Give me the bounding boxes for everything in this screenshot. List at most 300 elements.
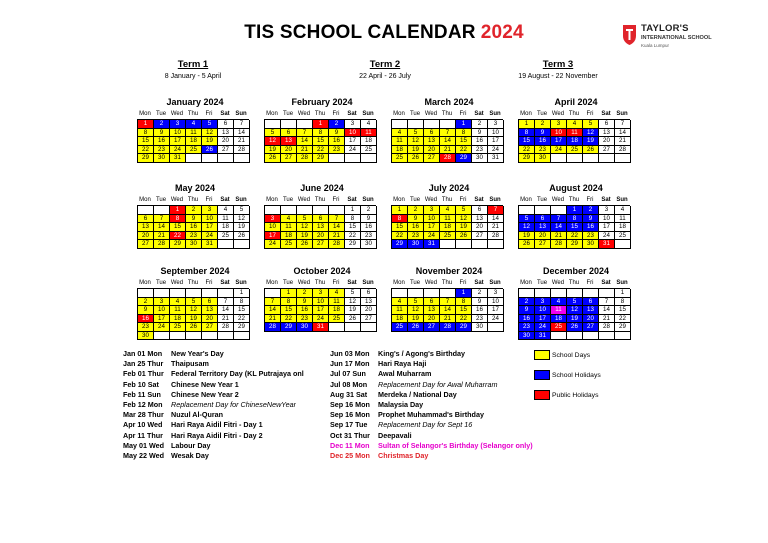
day-cell: 27 bbox=[138, 240, 154, 249]
day-cell: 15 bbox=[234, 306, 250, 315]
day-cell: 9 bbox=[297, 298, 313, 307]
month-calendar bbox=[518, 183, 634, 249]
day-grid bbox=[264, 119, 376, 163]
weekday-header: Wed bbox=[551, 197, 565, 203]
day-cell: 10 bbox=[202, 215, 218, 224]
weekday-header: Thu bbox=[441, 197, 453, 203]
day-cell: 1 bbox=[281, 289, 297, 298]
day-cell: 5 bbox=[567, 298, 583, 307]
day-cell: 20 bbox=[281, 146, 297, 155]
day-cell: 31 bbox=[535, 332, 551, 341]
month-title: June 2024 bbox=[300, 183, 344, 193]
day-cell: 8 bbox=[234, 298, 250, 307]
day-cell: 13 bbox=[361, 298, 377, 307]
day-cell: 26 bbox=[408, 154, 424, 163]
day-cell: 16 bbox=[408, 223, 424, 232]
weekday-header: Wed bbox=[424, 197, 438, 203]
day-cell: 5 bbox=[297, 215, 313, 224]
weekday-header: Thu bbox=[314, 197, 326, 203]
day-cell bbox=[599, 289, 615, 298]
day-cell: 2 bbox=[329, 120, 345, 129]
day-cell: 7 bbox=[615, 120, 631, 129]
month-calendar bbox=[391, 97, 507, 163]
day-cell: 20 bbox=[472, 223, 488, 232]
day-cell: 12 bbox=[519, 223, 535, 232]
day-cell: 12 bbox=[408, 306, 424, 315]
day-cell: 14 bbox=[440, 306, 456, 315]
day-cell: 2 bbox=[297, 289, 313, 298]
day-cell bbox=[345, 154, 361, 163]
weekday-header: Mon bbox=[139, 111, 151, 117]
holiday-entry bbox=[330, 390, 533, 400]
day-cell: 26 bbox=[519, 240, 535, 249]
day-cell: 23 bbox=[519, 323, 535, 332]
day-cell: 13 bbox=[583, 306, 599, 315]
day-cell bbox=[202, 332, 218, 341]
day-cell: 8 bbox=[519, 129, 535, 138]
day-cell: 4 bbox=[392, 298, 408, 307]
holiday-date: Sep 16 Mon bbox=[330, 399, 370, 409]
day-cell: 2 bbox=[583, 206, 599, 215]
day-cell: 23 bbox=[186, 232, 202, 241]
holiday-date: Jan 01 Mon bbox=[123, 349, 163, 358]
day-cell: 16 bbox=[154, 137, 170, 146]
day-cell: 15 bbox=[615, 306, 631, 315]
day-cell: 23 bbox=[329, 146, 345, 155]
day-cell: 6 bbox=[138, 215, 154, 224]
day-cell: 23 bbox=[583, 232, 599, 241]
day-cell: 7 bbox=[329, 215, 345, 224]
month-title: December 2024 bbox=[542, 266, 610, 276]
weekday-header: Wed bbox=[297, 111, 311, 117]
day-cell: 5 bbox=[408, 129, 424, 138]
day-cell: 3 bbox=[599, 206, 615, 215]
term-dates: 19 August - 22 November bbox=[518, 73, 598, 80]
day-cell: 15 bbox=[519, 137, 535, 146]
day-cell: 18 bbox=[329, 306, 345, 315]
weekday-header: Fri bbox=[586, 197, 594, 203]
day-cell: 20 bbox=[583, 315, 599, 324]
day-cell bbox=[186, 289, 202, 298]
day-cell: 8 bbox=[456, 298, 472, 307]
weekday-header: Fri bbox=[332, 111, 340, 117]
day-cell: 26 bbox=[567, 323, 583, 332]
term-3 bbox=[478, 59, 638, 80]
day-cell: 2 bbox=[408, 206, 424, 215]
day-cell: 17 bbox=[551, 137, 567, 146]
weekday-header: Wed bbox=[424, 280, 438, 286]
day-cell: 5 bbox=[519, 215, 535, 224]
day-cell: 31 bbox=[170, 154, 186, 163]
holiday-date: Jun 17 Mon bbox=[330, 359, 370, 369]
holiday-list-right bbox=[330, 349, 533, 461]
day-cell: 19 bbox=[186, 315, 202, 324]
day-cell: 4 bbox=[440, 206, 456, 215]
day-cell: 10 bbox=[154, 306, 170, 315]
day-cell: 30 bbox=[361, 240, 377, 249]
weekday-header-row bbox=[391, 109, 507, 119]
day-cell: 31 bbox=[202, 240, 218, 249]
school-logo bbox=[622, 22, 722, 56]
day-cell bbox=[519, 289, 535, 298]
weekday-header-row bbox=[518, 278, 634, 288]
weekday-header: Sat bbox=[601, 280, 611, 286]
day-cell: 28 bbox=[329, 240, 345, 249]
weekday-header: Sat bbox=[220, 197, 230, 203]
holiday-entry bbox=[123, 410, 304, 420]
day-cell: 11 bbox=[567, 129, 583, 138]
day-cell: 16 bbox=[186, 223, 202, 232]
day-cell: 21 bbox=[615, 137, 631, 146]
day-grid bbox=[391, 119, 503, 163]
title-year: 2024 bbox=[480, 22, 524, 43]
weekday-header: Sun bbox=[362, 111, 374, 117]
day-cell bbox=[345, 323, 361, 332]
day-cell: 1 bbox=[313, 120, 329, 129]
day-cell: 30 bbox=[519, 332, 535, 341]
day-cell: 10 bbox=[265, 223, 281, 232]
day-cell bbox=[535, 289, 551, 298]
holiday-entry bbox=[330, 441, 533, 451]
day-cell: 3 bbox=[202, 206, 218, 215]
weekday-header: Sun bbox=[362, 197, 374, 203]
day-cell: 29 bbox=[456, 154, 472, 163]
day-cell: 12 bbox=[202, 129, 218, 138]
day-cell: 9 bbox=[408, 215, 424, 224]
day-cell: 17 bbox=[535, 315, 551, 324]
day-cell: 26 bbox=[345, 315, 361, 324]
weekday-header: Wed bbox=[297, 197, 311, 203]
day-cell: 24 bbox=[535, 323, 551, 332]
day-grid bbox=[137, 205, 249, 249]
day-cell: 25 bbox=[218, 232, 234, 241]
holiday-name: Prophet Muhammad's Birthday bbox=[378, 410, 484, 420]
day-cell: 18 bbox=[440, 223, 456, 232]
day-cell: 2 bbox=[519, 298, 535, 307]
day-cell: 1 bbox=[615, 289, 631, 298]
day-cell bbox=[313, 206, 329, 215]
day-cell: 14 bbox=[599, 306, 615, 315]
day-cell: 28 bbox=[615, 146, 631, 155]
weekday-header: Tue bbox=[536, 197, 548, 203]
month-title: August 2024 bbox=[549, 183, 603, 193]
day-cell: 9 bbox=[138, 306, 154, 315]
day-cell: 15 bbox=[170, 223, 186, 232]
day-cell bbox=[218, 332, 234, 341]
weekday-header: Sat bbox=[220, 111, 230, 117]
logo-line-2: INTERNATIONAL SCHOOL bbox=[641, 35, 712, 41]
day-cell: 27 bbox=[424, 323, 440, 332]
day-cell: 13 bbox=[218, 129, 234, 138]
holiday-name: Replacement Day for Awal Muharram bbox=[378, 379, 498, 389]
day-cell: 24 bbox=[345, 146, 361, 155]
weekday-header: Wed bbox=[424, 111, 438, 117]
day-cell: 24 bbox=[488, 315, 504, 324]
day-cell: 24 bbox=[313, 315, 329, 324]
day-cell: 28 bbox=[234, 146, 250, 155]
day-cell: 3 bbox=[535, 298, 551, 307]
day-cell: 25 bbox=[186, 146, 202, 155]
day-grid bbox=[137, 288, 249, 340]
day-cell: 29 bbox=[567, 240, 583, 249]
day-cell: 29 bbox=[615, 323, 631, 332]
day-cell: 20 bbox=[361, 306, 377, 315]
weekday-header: Tue bbox=[282, 197, 294, 203]
day-cell: 20 bbox=[424, 315, 440, 324]
day-cell: 22 bbox=[456, 146, 472, 155]
day-cell: 8 bbox=[392, 215, 408, 224]
weekday-header: Sat bbox=[601, 197, 611, 203]
day-cell: 9 bbox=[472, 298, 488, 307]
weekday-header: Thu bbox=[568, 197, 580, 203]
day-cell bbox=[170, 289, 186, 298]
weekday-header: Tue bbox=[155, 111, 167, 117]
day-cell: 21 bbox=[488, 223, 504, 232]
day-cell: 18 bbox=[186, 137, 202, 146]
month-calendar bbox=[518, 266, 634, 340]
holiday-date: Feb 11 Sun bbox=[123, 389, 161, 399]
day-cell: 28 bbox=[599, 323, 615, 332]
term-name: Term 2 bbox=[369, 59, 401, 70]
day-cell: 9 bbox=[154, 129, 170, 138]
day-cell bbox=[440, 240, 456, 249]
day-cell: 17 bbox=[488, 306, 504, 315]
holiday-entry bbox=[123, 420, 304, 430]
day-cell bbox=[583, 154, 599, 163]
day-cell: 1 bbox=[170, 206, 186, 215]
day-cell bbox=[551, 206, 567, 215]
day-cell: 22 bbox=[615, 315, 631, 324]
day-cell bbox=[281, 206, 297, 215]
day-cell bbox=[551, 289, 567, 298]
month-title: March 2024 bbox=[424, 97, 474, 107]
day-cell: 16 bbox=[583, 223, 599, 232]
day-cell: 6 bbox=[424, 298, 440, 307]
day-cell: 4 bbox=[329, 289, 345, 298]
day-cell: 17 bbox=[202, 223, 218, 232]
day-cell: 5 bbox=[186, 298, 202, 307]
day-cell: 21 bbox=[329, 232, 345, 241]
day-cell: 12 bbox=[456, 215, 472, 224]
weekday-header: Sun bbox=[489, 111, 501, 117]
day-cell bbox=[186, 154, 202, 163]
day-cell: 19 bbox=[234, 223, 250, 232]
day-cell: 27 bbox=[218, 146, 234, 155]
day-cell: 11 bbox=[170, 306, 186, 315]
term-dates: 8 January - 5 April bbox=[164, 73, 222, 80]
day-cell: 11 bbox=[281, 223, 297, 232]
holiday-name: Labour Day bbox=[171, 440, 211, 450]
holiday-name: Wesak Day bbox=[171, 450, 209, 460]
holiday-date: Jun 03 Mon bbox=[330, 349, 370, 358]
day-cell bbox=[392, 120, 408, 129]
weekday-header: Sat bbox=[347, 111, 357, 117]
day-cell: 27 bbox=[583, 323, 599, 332]
day-cell: 23 bbox=[472, 315, 488, 324]
day-cell: 18 bbox=[281, 232, 297, 241]
weekday-header-row bbox=[264, 195, 380, 205]
day-cell: 11 bbox=[329, 298, 345, 307]
day-cell: 3 bbox=[488, 289, 504, 298]
day-cell: 1 bbox=[392, 206, 408, 215]
weekday-header: Fri bbox=[205, 111, 213, 117]
weekday-header: Tue bbox=[536, 111, 548, 117]
day-grid bbox=[518, 205, 630, 249]
day-cell: 23 bbox=[361, 232, 377, 241]
day-cell: 19 bbox=[567, 315, 583, 324]
day-cell bbox=[615, 154, 631, 163]
day-cell bbox=[297, 120, 313, 129]
day-cell: 24 bbox=[154, 323, 170, 332]
weekday-header-row bbox=[264, 278, 380, 288]
day-cell bbox=[265, 120, 281, 129]
weekday-header: Mon bbox=[266, 197, 278, 203]
day-cell bbox=[551, 154, 567, 163]
holiday-entry bbox=[123, 359, 304, 369]
weekday-header: Mon bbox=[393, 197, 405, 203]
day-cell: 3 bbox=[488, 120, 504, 129]
month-title: May 2024 bbox=[174, 183, 216, 193]
term-dates: 22 April - 26 July bbox=[359, 73, 411, 80]
month-calendar bbox=[391, 266, 507, 332]
month-calendar bbox=[391, 183, 507, 249]
day-cell: 31 bbox=[424, 240, 440, 249]
holiday-entry bbox=[123, 431, 304, 441]
weekday-header: Thu bbox=[187, 197, 199, 203]
day-cell: 20 bbox=[535, 232, 551, 241]
holiday-date: Feb 01 Thur bbox=[123, 369, 164, 379]
day-cell bbox=[551, 332, 567, 341]
month-calendar bbox=[518, 97, 634, 163]
weekday-header: Sun bbox=[235, 280, 247, 286]
weekday-header: Wed bbox=[170, 197, 184, 203]
day-cell: 28 bbox=[551, 240, 567, 249]
day-cell: 28 bbox=[297, 154, 313, 163]
month-title: April 2024 bbox=[554, 97, 598, 107]
day-cell: 20 bbox=[599, 137, 615, 146]
day-cell: 16 bbox=[519, 315, 535, 324]
month-calendar bbox=[137, 97, 253, 163]
weekday-header: Mon bbox=[266, 111, 278, 117]
holiday-date: Sep 16 Mon bbox=[330, 410, 370, 420]
day-cell: 7 bbox=[297, 129, 313, 138]
day-cell: 16 bbox=[297, 306, 313, 315]
holiday-date: Oct 31 Thur bbox=[330, 430, 370, 440]
day-cell: 29 bbox=[170, 240, 186, 249]
weekday-header: Sun bbox=[616, 197, 628, 203]
day-cell: 27 bbox=[424, 154, 440, 163]
weekday-header: Thu bbox=[568, 280, 580, 286]
day-cell: 20 bbox=[218, 137, 234, 146]
day-cell: 11 bbox=[392, 306, 408, 315]
day-cell: 10 bbox=[535, 306, 551, 315]
day-cell: 8 bbox=[345, 215, 361, 224]
weekday-header: Tue bbox=[536, 280, 548, 286]
day-cell: 31 bbox=[488, 154, 504, 163]
day-cell bbox=[424, 120, 440, 129]
day-cell: 4 bbox=[615, 206, 631, 215]
month-calendar bbox=[264, 183, 380, 249]
holiday-name: Malaysia Day bbox=[378, 399, 424, 409]
day-cell: 26 bbox=[202, 146, 218, 155]
day-cell: 7 bbox=[551, 215, 567, 224]
weekday-header-row bbox=[518, 109, 634, 119]
holiday-entry bbox=[330, 369, 533, 379]
holiday-name: Merdeka / National Day bbox=[378, 389, 457, 399]
day-cell: 30 bbox=[138, 332, 154, 341]
day-cell: 8 bbox=[456, 129, 472, 138]
day-cell bbox=[170, 332, 186, 341]
day-cell bbox=[440, 289, 456, 298]
day-cell: 23 bbox=[138, 323, 154, 332]
holiday-date: Feb 12 Mon bbox=[123, 399, 163, 409]
holiday-entry bbox=[330, 431, 533, 441]
holiday-date: Sep 17 Tue bbox=[330, 420, 368, 430]
day-cell: 5 bbox=[265, 129, 281, 138]
weekday-header: Thu bbox=[187, 280, 199, 286]
day-cell: 24 bbox=[488, 146, 504, 155]
weekday-header: Wed bbox=[170, 111, 184, 117]
day-cell: 1 bbox=[456, 120, 472, 129]
day-cell: 5 bbox=[202, 120, 218, 129]
day-cell: 7 bbox=[440, 298, 456, 307]
day-cell bbox=[408, 120, 424, 129]
weekday-header-row bbox=[391, 195, 507, 205]
day-cell: 2 bbox=[472, 120, 488, 129]
day-cell: 23 bbox=[154, 146, 170, 155]
month-calendar bbox=[264, 266, 380, 332]
holiday-name: New Year's Day bbox=[171, 349, 224, 358]
weekday-header: Tue bbox=[409, 111, 421, 117]
day-cell: 18 bbox=[551, 315, 567, 324]
holiday-date: May 22 Wed bbox=[123, 450, 165, 460]
day-cell: 22 bbox=[456, 315, 472, 324]
weekday-header: Wed bbox=[551, 111, 565, 117]
day-cell: 18 bbox=[392, 315, 408, 324]
day-cell: 19 bbox=[456, 223, 472, 232]
day-cell: 19 bbox=[297, 232, 313, 241]
day-grid bbox=[264, 288, 376, 332]
day-cell bbox=[154, 289, 170, 298]
day-cell: 5 bbox=[456, 206, 472, 215]
shield-icon bbox=[622, 24, 637, 46]
day-cell: 1 bbox=[234, 289, 250, 298]
weekday-header: Mon bbox=[139, 280, 151, 286]
holiday-name: Christmas Day bbox=[378, 450, 429, 460]
holiday-entry bbox=[123, 380, 304, 390]
day-cell: 6 bbox=[202, 298, 218, 307]
day-cell: 22 bbox=[234, 315, 250, 324]
day-cell: 26 bbox=[297, 240, 313, 249]
holiday-name: Hari Raya Haji bbox=[378, 359, 427, 369]
day-cell: 2 bbox=[186, 206, 202, 215]
weekday-header-row bbox=[137, 195, 253, 205]
day-cell: 15 bbox=[138, 137, 154, 146]
day-cell: 28 bbox=[218, 323, 234, 332]
day-cell: 21 bbox=[218, 315, 234, 324]
weekday-header: Tue bbox=[282, 111, 294, 117]
day-cell: 5 bbox=[408, 298, 424, 307]
day-cell: 12 bbox=[583, 129, 599, 138]
day-cell: 17 bbox=[154, 315, 170, 324]
day-cell: 7 bbox=[599, 298, 615, 307]
day-cell: 27 bbox=[472, 232, 488, 241]
day-cell: 21 bbox=[154, 232, 170, 241]
day-cell: 21 bbox=[551, 232, 567, 241]
weekday-header: Fri bbox=[205, 197, 213, 203]
day-cell: 13 bbox=[202, 306, 218, 315]
day-cell: 7 bbox=[154, 215, 170, 224]
